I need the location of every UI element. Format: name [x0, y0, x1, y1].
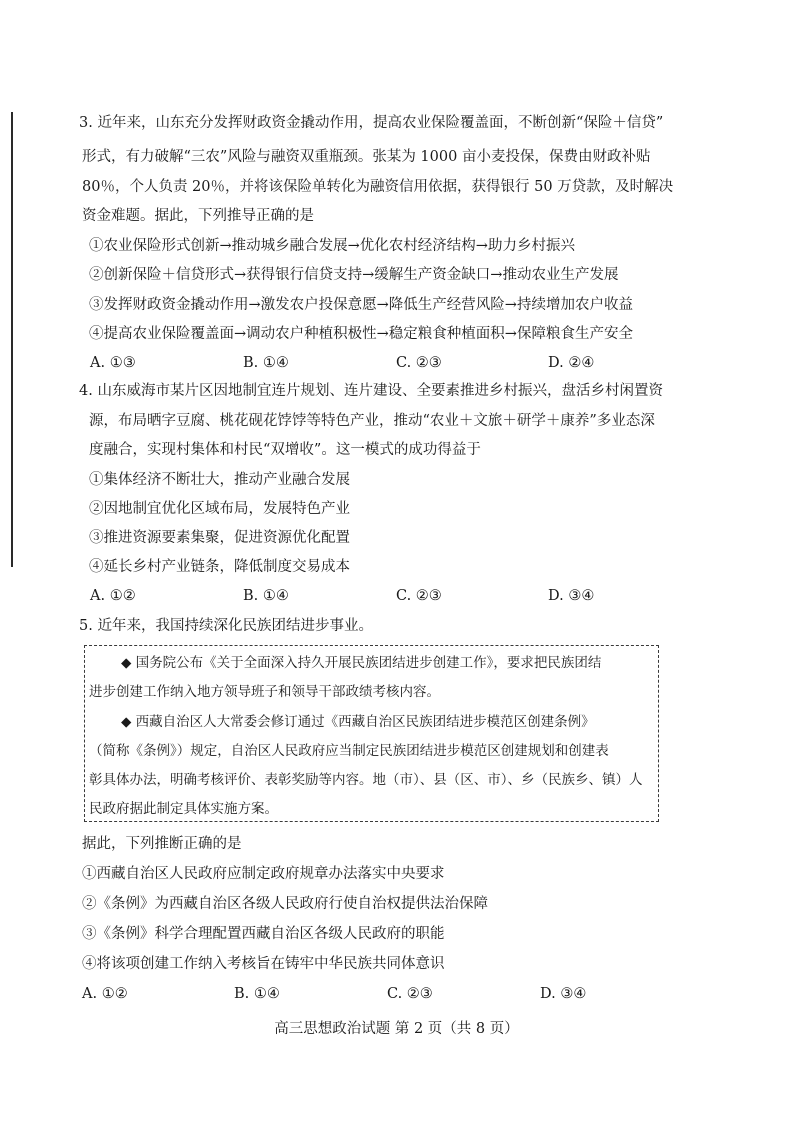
question-4-statement-2: ②因地制宜优化区域布局，发展特色产业: [89, 501, 350, 517]
question-3-stem-line-1: 3. 近年来，山东充分发挥财政资金撬动作用，提高农业保险覆盖面，不断创新“保险＋信贷”: [79, 115, 664, 131]
page-footer: 高三思想政治试题 第 2 页（共 8 页）: [274, 1021, 519, 1037]
question-4-stem-line-2: 源，布局晒字豆腐、桃花砚花饽饽等特色产业，推动“农业＋文旅＋研学＋康养”多业态深: [89, 413, 655, 429]
question-5-prompt: 据此，下列推断正确的是: [82, 836, 242, 852]
question-4-option-d: D. ③④: [548, 588, 595, 604]
question-4-statement-4: ④延长乡村产业链条，降低制度交易成本: [89, 559, 350, 575]
question-5-statement-3: ③《条例》科学合理配置西藏自治区各级人民政府的职能: [82, 926, 445, 942]
question-3-stem-line-4: 资金难题。据此，下列推导正确的是: [82, 208, 314, 224]
material-line-1: ◆ 国务院公布《关于全面深入持久开展民族团结进步创建工作》，要求把民族团结: [121, 655, 602, 671]
question-3-statement-2: ②创新保险＋信贷形式→获得银行信贷支持→缓解生产资金缺口→推动农业生产发展: [89, 267, 619, 283]
question-3-option-a: A. ①③: [90, 355, 136, 371]
material-line-2: 进步创建工作纳入地方领导班子和领导干部政绩考核内容。: [89, 684, 440, 700]
question-5-option-a: A. ①②: [82, 986, 128, 1002]
question-5-option-c: C. ②③: [387, 986, 433, 1002]
question-4-stem-line-3: 度融合，实现村集体和村民“双增收”。这一模式的成功得益于: [89, 442, 481, 458]
question-5-statement-4: ④将该项创建工作纳入考核旨在铸牢中华民族共同体意识: [82, 956, 445, 972]
question-3-stem-line-2: 形式，有力破解“三农”风险与融资双重瓶颈。张某为 1000 亩小麦投保，保费由财政补贴: [82, 149, 651, 165]
question-4-statement-3: ③推进资源要素集聚，促进资源优化配置: [89, 530, 350, 546]
question-5-statement-2: ②《条例》为西藏自治区各级人民政府行使自治权提供法治保障: [82, 896, 488, 912]
question-4-stem-line-1: 4. 山东威海市某片区因地制宜连片规划、连片建设、全要素推进乡村振兴，盘活乡村闲置资: [79, 383, 663, 399]
margin-binding-line: [11, 112, 13, 567]
question-3-option-d: D. ②④: [548, 355, 595, 371]
question-4-option-b: B. ①④: [243, 588, 289, 604]
question-3-statement-3: ③发挥财政资金撬动作用→激发农户投保意愿→降低生产经营风险→持续增加农户收益: [89, 297, 633, 313]
material-line-3: ◆ 西藏自治区人大常委会修订通过《西藏自治区民族团结进步模范区创建条例》: [121, 714, 595, 730]
question-3-statement-1: ①农业保险形式创新→推动城乡融合发展→优化农村经济结构→助力乡村振兴: [89, 238, 575, 254]
question-3-option-b: B. ①④: [243, 355, 289, 371]
question-5-option-d: D. ③④: [540, 986, 587, 1002]
question-3-stem-line-3: 80％，个人负责 20％，并将该保险单转化为融资信用依据，获得银行 50 万贷款，及时解决: [82, 179, 674, 195]
material-line-5: 彰具体办法，明确考核评价、表彰奖励等内容。地（市）、县（区、市）、乡（民族乡、镇）人: [89, 772, 643, 788]
question-4-statement-1: ①集体经济不断壮大，推动产业融合发展: [89, 472, 350, 488]
material-box: [84, 645, 659, 822]
material-line-4: （简称《条例》）规定，自治区人民政府应当制定民族团结进步模范区创建规划和创建表: [89, 743, 609, 759]
question-4-option-a: A. ①②: [90, 588, 136, 604]
question-5-statement-1: ①西藏自治区人民政府应制定政府规章办法落实中央要求: [82, 866, 445, 882]
question-4-option-c: C. ②③: [396, 588, 442, 604]
question-3-option-c: C. ②③: [396, 355, 442, 371]
question-5-intro: 5. 近年来，我国持续深化民族团结进步事业。: [79, 618, 373, 634]
question-3-statement-4: ④提高农业保险覆盖面→调动农户种植积极性→稳定粮食种植面积→保障粮食生产安全: [89, 326, 633, 342]
question-5-option-b: B. ①④: [234, 986, 280, 1002]
material-line-6: 民政府据此制定具体实施方案。: [89, 801, 278, 817]
